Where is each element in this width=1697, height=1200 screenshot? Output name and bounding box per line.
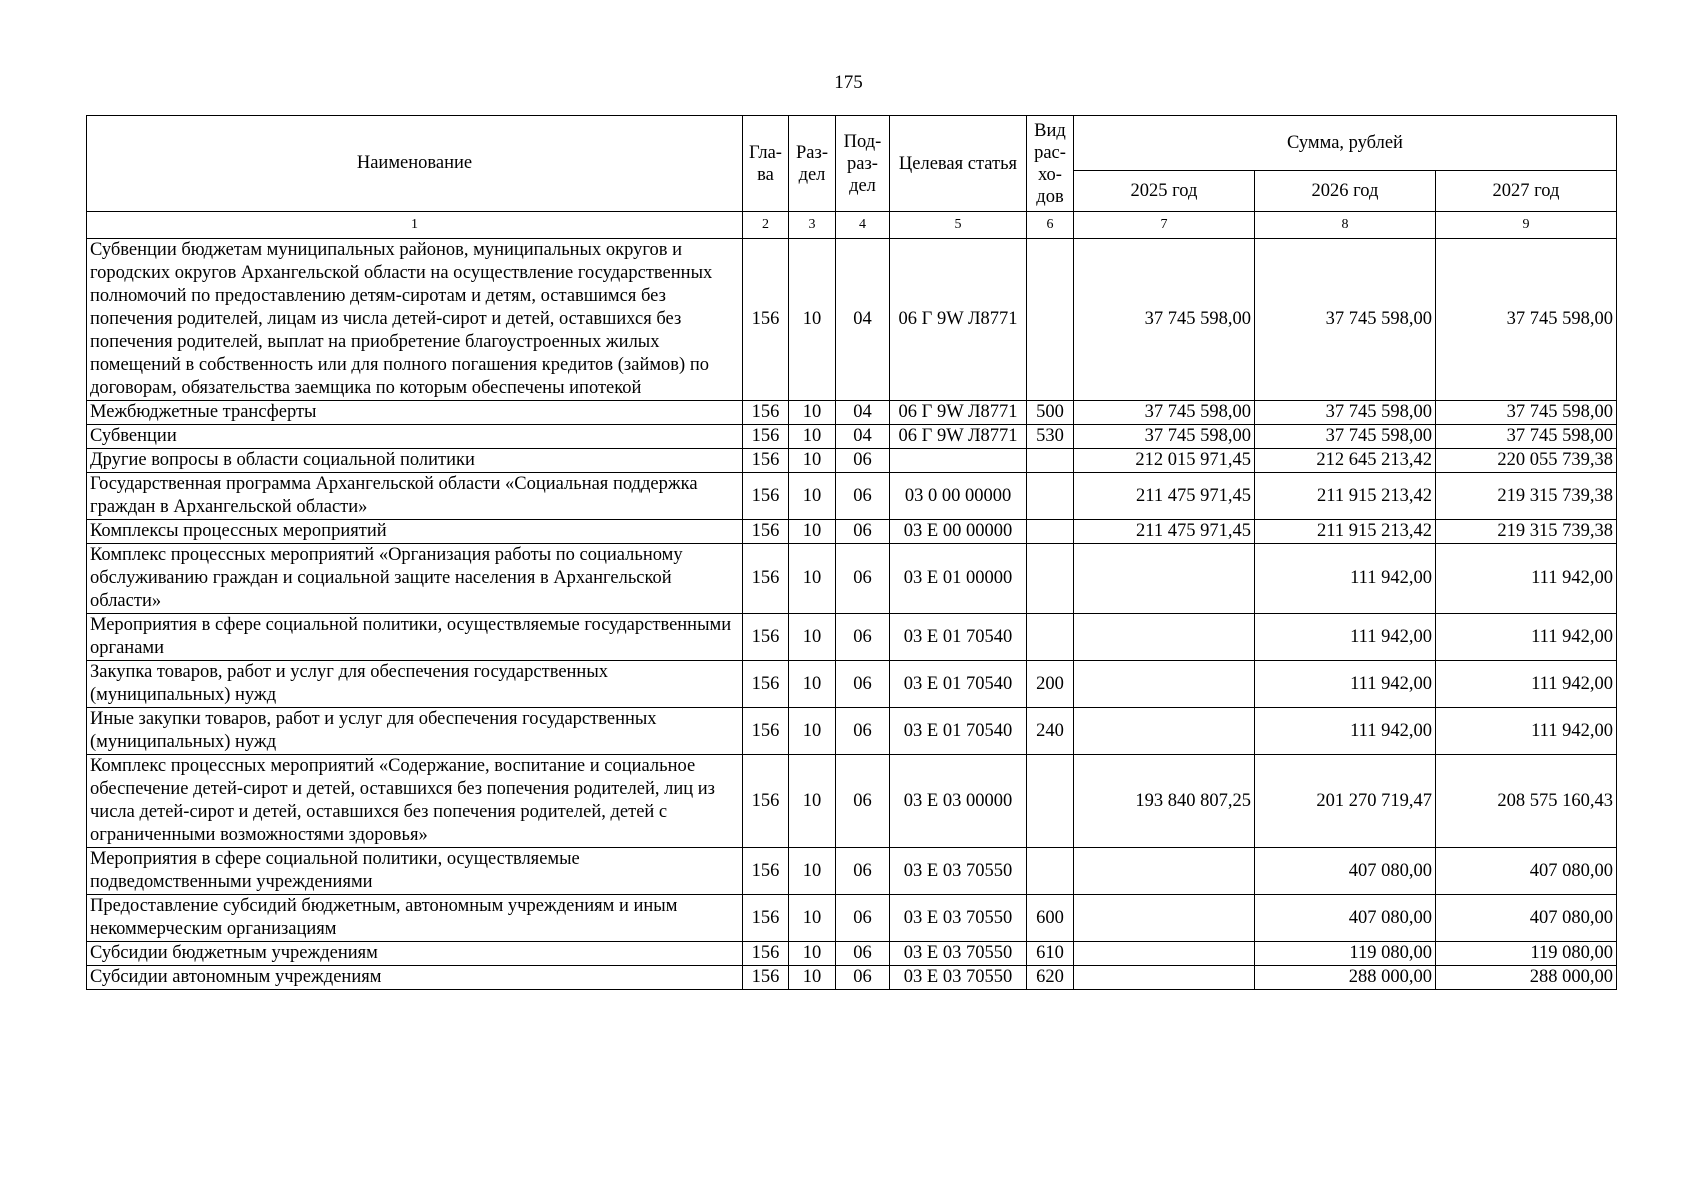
row-sum-2026: 119 080,00 <box>1255 942 1436 966</box>
row-tselevaya-statya: 03 Е 03 70550 <box>890 895 1027 942</box>
row-podrazdel: 06 <box>836 848 890 895</box>
row-sum-2026: 111 942,00 <box>1255 614 1436 661</box>
table-row <box>87 966 1617 990</box>
row-podrazdel: 06 <box>836 966 890 990</box>
table-row <box>87 661 1617 708</box>
row-podrazdel: 04 <box>836 425 890 449</box>
row-podrazdel: 04 <box>836 239 890 401</box>
row-podrazdel: 06 <box>836 520 890 544</box>
row-sum-2025: 211 475 971,45 <box>1074 520 1255 544</box>
row-name: Государственная программа Архангельской области «Социальная поддержка граждан в Архангельской области» <box>87 473 743 520</box>
row-vid-rashodov: 200 <box>1027 661 1074 708</box>
row-sum-2027: 119 080,00 <box>1436 942 1617 966</box>
table-row <box>87 755 1617 848</box>
row-vid-rashodov: 530 <box>1027 425 1074 449</box>
header-vid-rashodov: Вид рас-хо-дов <box>1027 116 1074 212</box>
row-name: Комплексы процессных мероприятий <box>87 520 743 544</box>
row-razdel: 10 <box>789 848 836 895</box>
column-number: 3 <box>789 212 836 239</box>
row-razdel: 10 <box>789 708 836 755</box>
row-podrazdel: 06 <box>836 895 890 942</box>
row-sum-2027: 37 745 598,00 <box>1436 239 1617 401</box>
budget-table <box>86 115 1617 990</box>
column-number: 6 <box>1027 212 1074 239</box>
header-year-2026: 2026 год <box>1255 171 1436 212</box>
table-row <box>87 473 1617 520</box>
row-podrazdel: 06 <box>836 614 890 661</box>
row-glava: 156 <box>743 942 789 966</box>
row-razdel: 10 <box>789 895 836 942</box>
column-number: 8 <box>1255 212 1436 239</box>
row-glava: 156 <box>743 966 789 990</box>
row-tselevaya-statya: 06 Г 9W Л8771 <box>890 239 1027 401</box>
row-tselevaya-statya: 03 Е 00 00000 <box>890 520 1027 544</box>
row-razdel: 10 <box>789 755 836 848</box>
row-tselevaya-statya: 03 Е 03 70550 <box>890 942 1027 966</box>
row-tselevaya-statya: 06 Г 9W Л8771 <box>890 425 1027 449</box>
table-row <box>87 401 1617 425</box>
column-number: 5 <box>890 212 1027 239</box>
row-sum-2026: 407 080,00 <box>1255 848 1436 895</box>
row-razdel: 10 <box>789 520 836 544</box>
row-sum-2026: 407 080,00 <box>1255 895 1436 942</box>
row-vid-rashodov: 600 <box>1027 895 1074 942</box>
row-sum-2027: 37 745 598,00 <box>1436 401 1617 425</box>
row-name: Комплекс процессных мероприятий «Организация работы по социальному обслуживанию граждан и социальной защите населения в Архангельской области» <box>87 544 743 614</box>
row-glava: 156 <box>743 473 789 520</box>
row-podrazdel: 06 <box>836 708 890 755</box>
header-glava: Гла-ва <box>743 116 789 212</box>
row-podrazdel: 06 <box>836 755 890 848</box>
row-razdel: 10 <box>789 401 836 425</box>
column-number: 4 <box>836 212 890 239</box>
row-sum-2027: 111 942,00 <box>1436 708 1617 755</box>
row-sum-2026: 201 270 719,47 <box>1255 755 1436 848</box>
table-row <box>87 895 1617 942</box>
row-podrazdel: 06 <box>836 661 890 708</box>
row-sum-2025: 193 840 807,25 <box>1074 755 1255 848</box>
row-sum-2027: 208 575 160,43 <box>1436 755 1617 848</box>
table-row <box>87 848 1617 895</box>
row-razdel: 10 <box>789 966 836 990</box>
row-razdel: 10 <box>789 614 836 661</box>
header-year-2027: 2027 год <box>1436 171 1617 212</box>
row-razdel: 10 <box>789 544 836 614</box>
column-number: 7 <box>1074 212 1255 239</box>
row-tselevaya-statya: 03 Е 03 00000 <box>890 755 1027 848</box>
row-podrazdel: 06 <box>836 942 890 966</box>
row-sum-2026: 288 000,00 <box>1255 966 1436 990</box>
row-glava: 156 <box>743 425 789 449</box>
row-sum-2025: 211 475 971,45 <box>1074 473 1255 520</box>
row-tselevaya-statya <box>890 449 1027 473</box>
row-sum-2025: 37 745 598,00 <box>1074 401 1255 425</box>
row-sum-2025 <box>1074 848 1255 895</box>
row-tselevaya-statya: 03 0 00 00000 <box>890 473 1027 520</box>
row-sum-2025: 37 745 598,00 <box>1074 425 1255 449</box>
row-sum-2026: 37 745 598,00 <box>1255 239 1436 401</box>
header-summa: Сумма, рублей <box>1074 116 1617 171</box>
row-sum-2027: 407 080,00 <box>1436 848 1617 895</box>
row-vid-rashodov <box>1027 520 1074 544</box>
row-razdel: 10 <box>789 449 836 473</box>
row-glava: 156 <box>743 520 789 544</box>
header-razdel: Раз-дел <box>789 116 836 212</box>
row-name: Предоставление субсидий бюджетным, автономным учреждениям и иным некоммерческим организациям <box>87 895 743 942</box>
row-sum-2026: 111 942,00 <box>1255 544 1436 614</box>
row-name: Межбюджетные трансферты <box>87 401 743 425</box>
row-sum-2025 <box>1074 966 1255 990</box>
row-sum-2026: 211 915 213,42 <box>1255 473 1436 520</box>
row-sum-2026: 37 745 598,00 <box>1255 401 1436 425</box>
row-podrazdel: 06 <box>836 544 890 614</box>
row-sum-2027: 37 745 598,00 <box>1436 425 1617 449</box>
row-podrazdel: 06 <box>836 449 890 473</box>
row-name: Субсидии бюджетным учреждениям <box>87 942 743 966</box>
table-row <box>87 449 1617 473</box>
row-vid-rashodov <box>1027 239 1074 401</box>
row-glava: 156 <box>743 544 789 614</box>
row-glava: 156 <box>743 755 789 848</box>
row-vid-rashodov: 500 <box>1027 401 1074 425</box>
row-tselevaya-statya: 03 Е 03 70550 <box>890 966 1027 990</box>
column-number: 9 <box>1436 212 1617 239</box>
row-glava: 156 <box>743 661 789 708</box>
row-glava: 156 <box>743 449 789 473</box>
row-name: Комплекс процессных мероприятий «Содержание, воспитание и социальное обеспечение детей-сирот и детей, оставшихся без попечения родителей, лиц из числа детей-сирот и детей, оставшихся без попечения родителей, детей с ограниченными возможностями здоровья» <box>87 755 743 848</box>
header-name: Наименование <box>87 116 743 212</box>
row-tselevaya-statya: 03 Е 01 70540 <box>890 661 1027 708</box>
row-sum-2027: 220 055 739,38 <box>1436 449 1617 473</box>
row-sum-2026: 111 942,00 <box>1255 708 1436 755</box>
row-sum-2025 <box>1074 614 1255 661</box>
row-razdel: 10 <box>789 239 836 401</box>
row-glava: 156 <box>743 848 789 895</box>
row-name: Другие вопросы в области социальной политики <box>87 449 743 473</box>
row-sum-2025 <box>1074 544 1255 614</box>
table-row <box>87 425 1617 449</box>
row-vid-rashodov: 610 <box>1027 942 1074 966</box>
header-tselevaya-statya: Целевая статья <box>890 116 1027 212</box>
table-row <box>87 614 1617 661</box>
row-vid-rashodov <box>1027 544 1074 614</box>
row-sum-2026: 212 645 213,42 <box>1255 449 1436 473</box>
row-tselevaya-statya: 03 Е 01 70540 <box>890 708 1027 755</box>
row-glava: 156 <box>743 239 789 401</box>
row-sum-2025 <box>1074 661 1255 708</box>
row-vid-rashodov <box>1027 755 1074 848</box>
row-name: Мероприятия в сфере социальной политики, осуществляемые государственными органами <box>87 614 743 661</box>
header-year-2025: 2025 год <box>1074 171 1255 212</box>
row-sum-2025 <box>1074 942 1255 966</box>
column-number: 1 <box>87 212 743 239</box>
row-sum-2027: 219 315 739,38 <box>1436 520 1617 544</box>
row-name: Закупка товаров, работ и услуг для обеспечения государственных (муниципальных) нужд <box>87 661 743 708</box>
row-sum-2026: 37 745 598,00 <box>1255 425 1436 449</box>
row-tselevaya-statya: 06 Г 9W Л8771 <box>890 401 1027 425</box>
row-razdel: 10 <box>789 473 836 520</box>
row-razdel: 10 <box>789 661 836 708</box>
row-sum-2025: 212 015 971,45 <box>1074 449 1255 473</box>
row-podrazdel: 04 <box>836 401 890 425</box>
row-name: Субвенции бюджетам муниципальных районов, муниципальных округов и городских округов Архангельской области на осуществление государственных полномочий по предоставлению детям-сиротам и детям, оставшимся без попечения родителей, лицам из числа детей-сирот и детей, оставшихся без попечения родителей, выплат на приобретение благоустроенных жилых помещений в собственность или для полного погашения кредитов (займов) по договорам, обязательства заемщика по которым обеспечены ипотекой <box>87 239 743 401</box>
row-name: Субвенции <box>87 425 743 449</box>
row-sum-2026: 111 942,00 <box>1255 661 1436 708</box>
table-row <box>87 708 1617 755</box>
row-sum-2025: 37 745 598,00 <box>1074 239 1255 401</box>
row-razdel: 10 <box>789 425 836 449</box>
row-vid-rashodov <box>1027 848 1074 895</box>
row-vid-rashodov: 620 <box>1027 966 1074 990</box>
row-sum-2027: 111 942,00 <box>1436 661 1617 708</box>
row-glava: 156 <box>743 401 789 425</box>
column-numbers-row <box>87 212 1617 239</box>
page-number: 175 <box>834 72 863 93</box>
row-sum-2027: 219 315 739,38 <box>1436 473 1617 520</box>
row-sum-2025 <box>1074 708 1255 755</box>
row-glava: 156 <box>743 708 789 755</box>
row-vid-rashodov <box>1027 449 1074 473</box>
row-name: Иные закупки товаров, работ и услуг для обеспечения государственных (муниципальных) нужд <box>87 708 743 755</box>
row-vid-rashodov <box>1027 473 1074 520</box>
row-sum-2027: 111 942,00 <box>1436 614 1617 661</box>
row-razdel: 10 <box>789 942 836 966</box>
row-name: Субсидии автономным учреждениям <box>87 966 743 990</box>
row-vid-rashodov: 240 <box>1027 708 1074 755</box>
table-row <box>87 544 1617 614</box>
row-name: Мероприятия в сфере социальной политики, осуществляемые подведомственными учреждениями <box>87 848 743 895</box>
row-vid-rashodov <box>1027 614 1074 661</box>
row-sum-2027: 111 942,00 <box>1436 544 1617 614</box>
row-tselevaya-statya: 03 Е 01 70540 <box>890 614 1027 661</box>
row-glava: 156 <box>743 614 789 661</box>
row-tselevaya-statya: 03 Е 01 00000 <box>890 544 1027 614</box>
row-podrazdel: 06 <box>836 473 890 520</box>
row-sum-2027: 407 080,00 <box>1436 895 1617 942</box>
table-row <box>87 520 1617 544</box>
row-sum-2025 <box>1074 895 1255 942</box>
row-glava: 156 <box>743 895 789 942</box>
column-number: 2 <box>743 212 789 239</box>
row-tselevaya-statya: 03 Е 03 70550 <box>890 848 1027 895</box>
header-podrazdel: Под-раз-дел <box>836 116 890 212</box>
row-sum-2027: 288 000,00 <box>1436 966 1617 990</box>
table-row <box>87 942 1617 966</box>
row-sum-2026: 211 915 213,42 <box>1255 520 1436 544</box>
table-row <box>87 239 1617 401</box>
